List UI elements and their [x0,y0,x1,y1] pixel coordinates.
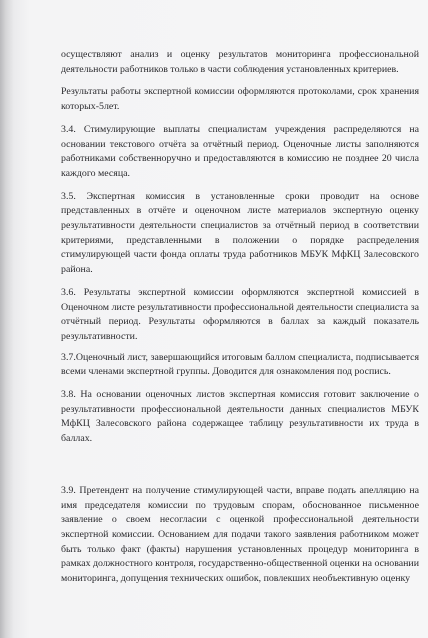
paragraph-3-9: 3.9. Претендент на получение стимулирующей части, вправе подать апелляцию на имя председателя комиссии по трудовым спорам, обоснованное письменное заявление о своем несогласии с оценкой профессиональной деятельности экспертной комиссии. Основанием для подачи такого заявления работником может быть только факт (факты) нарушения установленных процедур мониторинга в рамках должностного контроля, государственно-общественной оценки на основании мониторинга, допущения технических ошибок, повлекших необъективную оценку [61,484,419,585]
paragraph-criteria: осуществляют анализ и оценку результатов мониторинга профессиональной деятельности работников только в части соблюдения установленных критериев. [61,49,419,75]
paragraph-protocols: Результаты работы экспертной комиссии оформляются протоколами, срок хранения которых-5лет. [61,86,419,113]
paragraph-3-4: 3.4. Стимулирующие выплаты специалистам учреждения распределяются на основании текстового отчёта за отчётный период. Оценочные листы заполняются работниками собственноручно и предоставляются в комиссию не позднее 20 числа каждого месяца. [61,123,419,179]
paragraph-3-5: 3.5. Экспертная комиссия в установленные сроки проводит на основе представленных в отчёте и оценочном листе материалов экспертную оценку результативности деятельности специалистов за отчётный период в соответствии критериями, представленными в положении о порядке распределения стимулирующей части фонда оплаты труда работников МБУК МфКЦ Залесовского района. [61,190,419,276]
paragraph-3-8: 3.8. На основании оценочных листов экспертная комиссия готовит заключение о результативности профессиональной деятельности данных специалистов МБУК МфКЦ Залесовского района содержащее таблицу результативности их труда в баллах. [61,389,419,445]
document-body [61,48,419,587]
paragraph-3-7: 3.7.Оценочный лист, завершающийся итоговым баллом специалиста, подписывается всеми членами экспертной группы. Доводится для ознакомления под роспись. [61,351,419,378]
paragraph-3-6: 3.6. Результаты экспертной комиссии оформляются экспертной комиссией в Оценочном листе результативности профессиональной деятельности специалиста за отчётный период. Результаты оформляются в баллах за каждый показатель результативности. [61,286,419,342]
